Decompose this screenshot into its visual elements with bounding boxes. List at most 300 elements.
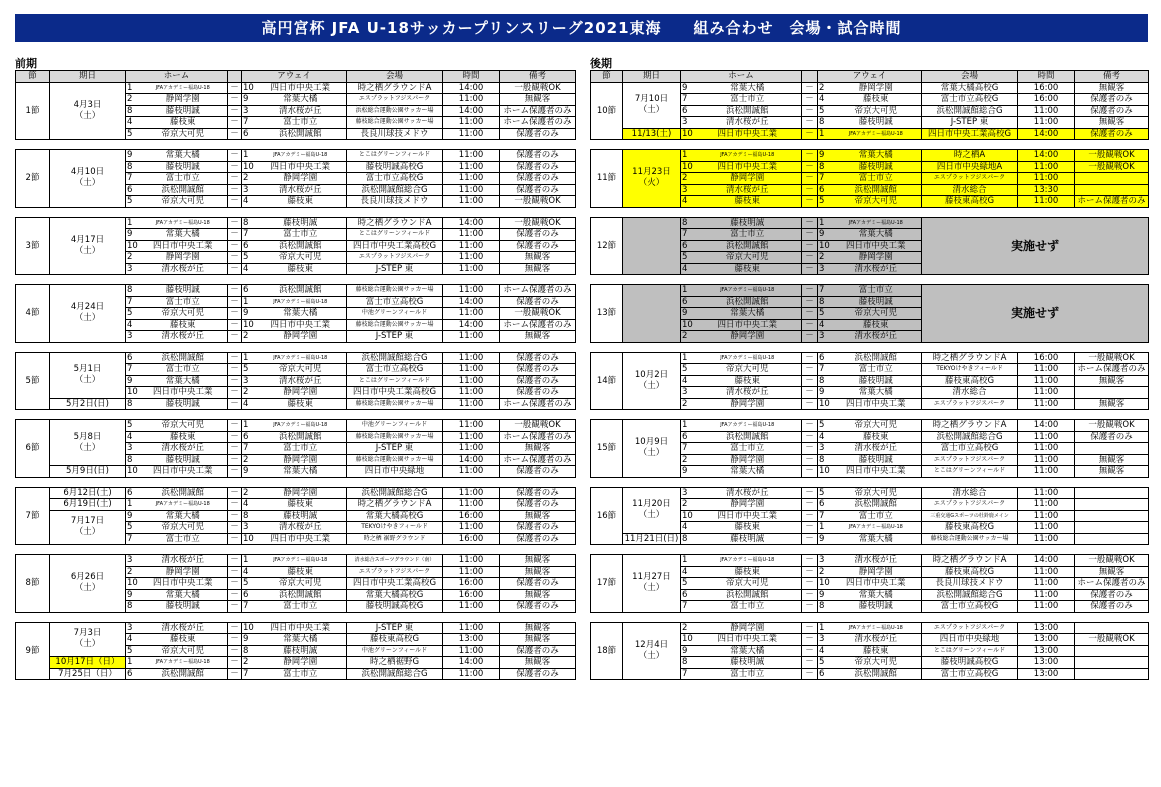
home-number: 2 <box>126 94 139 106</box>
away-number: 5 <box>818 196 831 208</box>
home-team: 静岡学園 <box>694 454 802 466</box>
notes: ホーム保護者のみ <box>500 454 576 466</box>
home-team: JFAアカデミー福島U-18 <box>139 499 228 511</box>
home-number: 6 <box>681 105 694 117</box>
home-team: 常葉大橘 <box>139 150 228 162</box>
separator: － <box>802 601 818 613</box>
separator: － <box>228 173 242 185</box>
home-number: 4 <box>126 117 139 129</box>
home-number: 8 <box>126 161 139 173</box>
away-team: 帝京大可児 <box>255 364 347 376</box>
kickoff-time: 11:00 <box>443 252 500 264</box>
away-number: 1 <box>818 128 831 140</box>
separator: － <box>228 420 242 432</box>
separator: － <box>802 229 818 241</box>
home-team: 清水桜が丘 <box>694 184 802 196</box>
home-team: 清水桜が丘 <box>694 487 802 499</box>
home-team: JFAアカデミー福島U-18 <box>694 150 802 162</box>
match-date: 4月24日 （土） <box>50 285 126 343</box>
venue: とこはグリーンフィールド <box>347 229 443 241</box>
away-number: 7 <box>242 443 255 455</box>
kickoff-time: 16:00 <box>443 589 500 601</box>
away-team: 藤枝東 <box>255 196 347 208</box>
match-row <box>16 420 576 432</box>
venue: 富士市立高校G <box>922 668 1018 680</box>
home-number: 6 <box>681 431 694 443</box>
away-team: JFAアカデミー福島U-18 <box>831 622 922 634</box>
notes: ホーム保護者のみ <box>1075 196 1149 208</box>
away-team: 四日市中央工業 <box>831 398 922 410</box>
away-team: 静岡学園 <box>831 252 922 264</box>
home-team: 静岡学園 <box>139 94 228 106</box>
home-number: 3 <box>681 487 694 499</box>
away-number: 4 <box>242 398 255 410</box>
home-team: 常葉大橘 <box>694 645 802 657</box>
venue: 三重交通Gスポーツの杜鈴鹿メイン <box>922 510 1018 522</box>
home-number: 9 <box>681 466 694 478</box>
home-team: 藤枝明誠 <box>694 657 802 669</box>
venue: 四日市中央工業高校G <box>922 128 1018 140</box>
notes <box>1075 668 1149 680</box>
venue: 富士市立高校G <box>347 173 443 185</box>
separator: － <box>802 589 818 601</box>
home-number: 7 <box>681 668 694 680</box>
home-number: 7 <box>126 533 139 545</box>
venue: 藤枝東高校G <box>922 375 1018 387</box>
away-number: 9 <box>818 387 831 399</box>
kickoff-time: 13:00 <box>1018 668 1075 680</box>
kickoff-time: 11:00 <box>443 387 500 399</box>
home-team: 藤枝東 <box>694 522 802 534</box>
separator: － <box>228 645 242 657</box>
home-team: 浜松開誠館 <box>139 184 228 196</box>
home-team: 清水桜が丘 <box>139 622 228 634</box>
match-row <box>16 150 576 162</box>
separator: － <box>228 105 242 117</box>
home-number: 1 <box>681 352 694 364</box>
away-team: 浜松開誠館 <box>255 589 347 601</box>
venue: 時之栖グラウンドA <box>347 499 443 511</box>
notes-header: 備考 <box>1075 71 1149 83</box>
home-team: 藤枝東 <box>139 634 228 646</box>
home-number: 5 <box>126 522 139 534</box>
away-team: 藤枝明誠 <box>831 375 922 387</box>
home-team: JFAアカデミー福島U-18 <box>139 217 228 229</box>
away-number: 1 <box>242 555 255 567</box>
round-label: 6節 <box>16 420 50 478</box>
kickoff-time: 16:00 <box>1018 94 1075 106</box>
away-team: 藤枝東 <box>831 319 922 331</box>
venue: J-STEP 東 <box>922 117 1018 129</box>
notes <box>1075 622 1149 634</box>
venue: とこはグリーンフィールド <box>347 375 443 387</box>
separator: － <box>228 533 242 545</box>
home-number: 3 <box>126 443 139 455</box>
kickoff-time: 13:30 <box>1018 184 1075 196</box>
notes: 保護者のみ <box>500 645 576 657</box>
home-number: 6 <box>126 487 139 499</box>
away-number: 1 <box>242 296 255 308</box>
home-team: 常葉大橘 <box>694 308 802 320</box>
round-label: 17節 <box>591 555 623 613</box>
away-number: 5 <box>818 657 831 669</box>
venue: 常葉大橘高校G <box>347 510 443 522</box>
separator: － <box>802 487 818 499</box>
home-number: 9 <box>126 229 139 241</box>
home-team: 浜松開誠館 <box>694 431 802 443</box>
away-number: 10 <box>243 82 254 93</box>
separator: － <box>802 364 818 376</box>
away-team: 常葉大橘 <box>831 589 922 601</box>
home-team: 静岡学園 <box>139 252 228 264</box>
home-number: 3 <box>126 555 139 567</box>
kickoff-time: 14:00 <box>1018 420 1075 432</box>
home-team: 藤枝東 <box>139 431 228 443</box>
match-row <box>591 622 1149 634</box>
round-label: 12節 <box>591 217 623 275</box>
separator: － <box>228 252 242 264</box>
away-number: 1 <box>242 150 255 162</box>
notes: 無観客 <box>1075 117 1149 129</box>
home-number: 6 <box>126 668 139 680</box>
separator: － <box>802 375 818 387</box>
separator: － <box>802 285 818 297</box>
kickoff-time: 11:00 <box>1018 161 1075 173</box>
away-team: JFAアカデミー福島U-18 <box>831 128 922 140</box>
match-row <box>16 487 576 499</box>
match-date: 5月8日 （土） <box>50 420 126 466</box>
round-label: 11節 <box>591 150 623 208</box>
kickoff-time: 14:00 <box>443 454 500 466</box>
kickoff-time: 11:00 <box>443 94 500 106</box>
venue: 時之栖A <box>922 150 1018 162</box>
notes <box>1075 184 1149 196</box>
home-number: 8 <box>681 533 694 545</box>
home-team: 帝京大可児 <box>694 578 802 590</box>
kickoff-time: 11:00 <box>1018 105 1075 117</box>
separator: － <box>802 431 818 443</box>
separator: － <box>802 510 818 522</box>
home-team: 常葉大橘 <box>139 375 228 387</box>
home-team: 富士市立 <box>694 94 802 106</box>
separator: － <box>802 634 818 646</box>
home-team: 四日市中央工業 <box>139 466 228 478</box>
away-team: 清水桜が丘 <box>831 634 922 646</box>
away-number: 6 <box>242 589 255 601</box>
kickoff-time: 11:00 <box>1018 499 1075 511</box>
separator: － <box>228 398 242 410</box>
away-team: 常葉大橘 <box>831 229 922 241</box>
home-number: 1 <box>126 499 139 511</box>
notes: ホーム保護者のみ <box>500 398 576 410</box>
kickoff-time: 11:00 <box>1018 487 1075 499</box>
home-number: 10 <box>127 578 138 589</box>
kickoff-time: 11:00 <box>1018 589 1075 601</box>
kickoff-time: 11:00 <box>1018 117 1075 129</box>
separator: － <box>228 308 242 320</box>
match-row <box>591 150 1149 162</box>
notes: 無観客 <box>500 252 576 264</box>
round-label: 18節 <box>591 622 623 680</box>
separator: － <box>228 196 242 208</box>
match-date: 11月23日 （火） <box>623 150 681 208</box>
separator: － <box>802 454 818 466</box>
away-number: 4 <box>242 196 255 208</box>
venue: 藤枝総合運動公園サッカー場 <box>347 319 443 331</box>
separator: － <box>228 94 242 106</box>
home-number: 7 <box>681 229 694 241</box>
home-number: 5 <box>681 578 694 590</box>
away-team: 帝京大可児 <box>831 420 922 432</box>
notes: 無観客 <box>500 555 576 567</box>
venue: 浜松開誠館総合G <box>347 352 443 364</box>
kickoff-time: 11:00 <box>1018 398 1075 410</box>
home-number: 4 <box>681 263 694 275</box>
separator: － <box>802 443 818 455</box>
kickoff-time: 11:00 <box>443 196 500 208</box>
venue: 藤枝東高校G <box>922 522 1018 534</box>
notes: 保護者のみ <box>1075 589 1149 601</box>
away-team: 四日市中央工業 <box>255 319 347 331</box>
away-number: 10 <box>243 622 254 633</box>
separator: － <box>228 150 242 162</box>
home-team: 藤枝明誠 <box>139 398 228 410</box>
match-date: 7月3日 （土） <box>50 622 126 657</box>
home-team: 帝京大可児 <box>694 364 802 376</box>
home-number: 8 <box>126 105 139 117</box>
away-team: 清水桜が丘 <box>255 522 347 534</box>
kickoff-time: 14:00 <box>1018 150 1075 162</box>
away-number: 8 <box>818 454 831 466</box>
away-team: 藤枝明誠 <box>255 645 347 657</box>
away-team: JFAアカデミー福島U-18 <box>255 555 347 567</box>
time-header: 時間 <box>1018 71 1075 83</box>
match-row <box>16 555 576 567</box>
home-number: 2 <box>681 454 694 466</box>
notes: 保護者のみ <box>500 364 576 376</box>
kickoff-time: 11:00 <box>443 443 500 455</box>
date-header: 期日 <box>50 71 126 83</box>
kickoff-time: 13:00 <box>1018 657 1075 669</box>
away-team: JFAアカデミー福島U-18 <box>255 352 347 364</box>
away-number: 3 <box>242 375 255 387</box>
kickoff-time: 11:00 <box>1018 566 1075 578</box>
separator: － <box>802 352 818 364</box>
separator: － <box>802 252 818 264</box>
home-number: 8 <box>681 657 694 669</box>
away-number: 7 <box>818 364 831 376</box>
venue: 清水総合スポーツグラウンド（南） <box>347 555 443 567</box>
notes <box>1075 522 1149 534</box>
notes: 無観客 <box>500 263 576 275</box>
separator: － <box>228 454 242 466</box>
home-team: 静岡学園 <box>694 398 802 410</box>
kickoff-time: 11:00 <box>443 487 500 499</box>
home-number: 8 <box>126 454 139 466</box>
kickoff-time: 11:00 <box>443 331 500 343</box>
home-number: 5 <box>126 420 139 432</box>
away-team: 富士市立 <box>831 364 922 376</box>
separator: － <box>228 217 242 229</box>
separator: － <box>228 634 242 646</box>
notes <box>1075 657 1149 669</box>
home-team: 清水桜が丘 <box>139 443 228 455</box>
separator: － <box>228 510 242 522</box>
kickoff-time: 13:00 <box>1018 622 1075 634</box>
away-number: 10 <box>819 398 830 409</box>
venue: 長良川球技メドウ <box>922 578 1018 590</box>
venue: 藤枝明誠高校G <box>347 601 443 613</box>
match-date: 11月21日(日) <box>623 533 681 545</box>
notes: 一般観戦OK <box>1075 352 1149 364</box>
kickoff-time: 11:00 <box>443 285 500 297</box>
venue: 浜松開誠館総合G <box>347 487 443 499</box>
home-team: 藤枝明誠 <box>139 161 228 173</box>
home-team: 帝京大可児 <box>139 522 228 534</box>
match-row <box>16 657 576 669</box>
match-row <box>591 420 1149 432</box>
away-number: 3 <box>818 443 831 455</box>
home-team: 常葉大橘 <box>139 510 228 522</box>
home-number: 7 <box>681 94 694 106</box>
away-number: 7 <box>242 601 255 613</box>
venue: 四日市中央工業高校G <box>347 578 443 590</box>
round-label: 13節 <box>591 285 623 343</box>
home-number: 10 <box>127 240 138 251</box>
away-team: JFAアカデミー福島U-18 <box>255 296 347 308</box>
separator: － <box>228 466 242 478</box>
notes: 無観客 <box>1075 375 1149 387</box>
separator: － <box>228 319 242 331</box>
notes: 保護者のみ <box>500 240 576 252</box>
home-team: 清水桜が丘 <box>694 387 802 399</box>
venue: 中池グリーンフィールド <box>347 645 443 657</box>
away-number: 2 <box>242 657 255 669</box>
home-number: 4 <box>681 566 694 578</box>
separator: － <box>228 578 242 590</box>
away-team: 浜松開誠館 <box>831 668 922 680</box>
home-number: 5 <box>681 252 694 264</box>
venue: エスプラットフジスパーク <box>922 398 1018 410</box>
venue: 時之栖裾野G <box>347 657 443 669</box>
home-number: 3 <box>126 263 139 275</box>
away-team: 帝京大可児 <box>255 578 347 590</box>
home-number: 9 <box>681 645 694 657</box>
home-number: 2 <box>681 622 694 634</box>
home-team: 四日市中央工業 <box>694 510 802 522</box>
home-number: 8 <box>126 601 139 613</box>
away-number: 9 <box>242 634 255 646</box>
away-header: アウェイ <box>242 71 347 83</box>
notes: 保護者のみ <box>500 487 576 499</box>
home-team: 富士市立 <box>694 443 802 455</box>
separator: － <box>802 161 818 173</box>
away-team: 四日市中央工業 <box>255 161 347 173</box>
home-team: 藤枝東 <box>139 117 228 129</box>
home-number: 7 <box>126 173 139 185</box>
away-number: 2 <box>242 331 255 343</box>
first-half-label: 前期 <box>15 57 37 70</box>
away-number: 3 <box>818 263 831 275</box>
away-team: 静岡学園 <box>255 657 347 669</box>
away-number: 4 <box>818 645 831 657</box>
round-label: 2節 <box>16 150 50 208</box>
cancelled-notice: 実施せず <box>922 217 1149 275</box>
home-team: 常葉大橘 <box>139 229 228 241</box>
kickoff-time: 11:00 <box>443 161 500 173</box>
venue: 浜松開誠館総合G <box>922 589 1018 601</box>
match-date: 11/13(土) <box>623 128 681 140</box>
match-date: 11月27日 （土） <box>623 555 681 613</box>
home-number: 3 <box>126 331 139 343</box>
match-row <box>16 510 576 522</box>
away-number: 6 <box>818 668 831 680</box>
home-number: 6 <box>126 352 139 364</box>
match-date: 6月12日(土) <box>50 487 126 499</box>
match-row <box>591 217 1149 229</box>
kickoff-time: 11:00 <box>443 375 500 387</box>
cancelled-notice: 実施せず <box>922 285 1149 343</box>
home-team: 浜松開誠館 <box>139 352 228 364</box>
kickoff-time: 11:00 <box>1018 533 1075 545</box>
venue: 浜松開誠館総合G <box>347 668 443 680</box>
venue: J-STEP 東 <box>347 443 443 455</box>
venue: 四日市中央工業高校G <box>347 387 443 399</box>
match-date: 5月2日(日) <box>50 398 126 410</box>
away-team: JFAアカデミー福島U-18 <box>831 522 922 534</box>
home-number: 5 <box>126 196 139 208</box>
home-team: 富士市立 <box>139 364 228 376</box>
match-date: 7月25日（日） <box>50 668 126 680</box>
kickoff-time: 11:00 <box>1018 196 1075 208</box>
home-team: 四日市中央工業 <box>694 634 802 646</box>
venue: 浜松開誠館総合G <box>347 184 443 196</box>
match-row <box>16 352 576 364</box>
home-team: 帝京大可児 <box>139 128 228 140</box>
date-header: 期日 <box>623 71 681 83</box>
round-label: 4節 <box>16 285 50 343</box>
separator: － <box>228 387 242 399</box>
match-row <box>16 466 576 478</box>
away-number: 2 <box>818 252 831 264</box>
kickoff-time: 11:00 <box>1018 431 1075 443</box>
round-label: 10節 <box>591 82 623 140</box>
away-number: 4 <box>818 431 831 443</box>
away-number: 6 <box>818 352 831 364</box>
away-number: 10 <box>243 533 254 544</box>
venue: 時之栖グラウンドA <box>347 217 443 229</box>
match-row <box>16 668 576 680</box>
home-number: 5 <box>126 308 139 320</box>
kickoff-time: 13:00 <box>1018 634 1075 646</box>
notes: 一般観戦OK <box>500 420 576 432</box>
away-team: 浜松開誠館 <box>255 240 347 252</box>
home-number: 1 <box>126 217 139 229</box>
home-number: 7 <box>681 443 694 455</box>
round-label: 3節 <box>16 217 50 275</box>
match-row <box>591 533 1149 545</box>
away-team: 常葉大橘 <box>255 94 347 106</box>
away-number: 9 <box>818 589 831 601</box>
home-team: 浜松開誠館 <box>139 668 228 680</box>
home-number: 2 <box>681 398 694 410</box>
away-team: 藤枝東 <box>255 263 347 275</box>
notes <box>1075 487 1149 499</box>
venue: とこはグリーンフィールド <box>347 150 443 162</box>
away-team: 静岡学園 <box>255 173 347 185</box>
home-team: 常葉大橘 <box>139 589 228 601</box>
separator: － <box>228 184 242 196</box>
